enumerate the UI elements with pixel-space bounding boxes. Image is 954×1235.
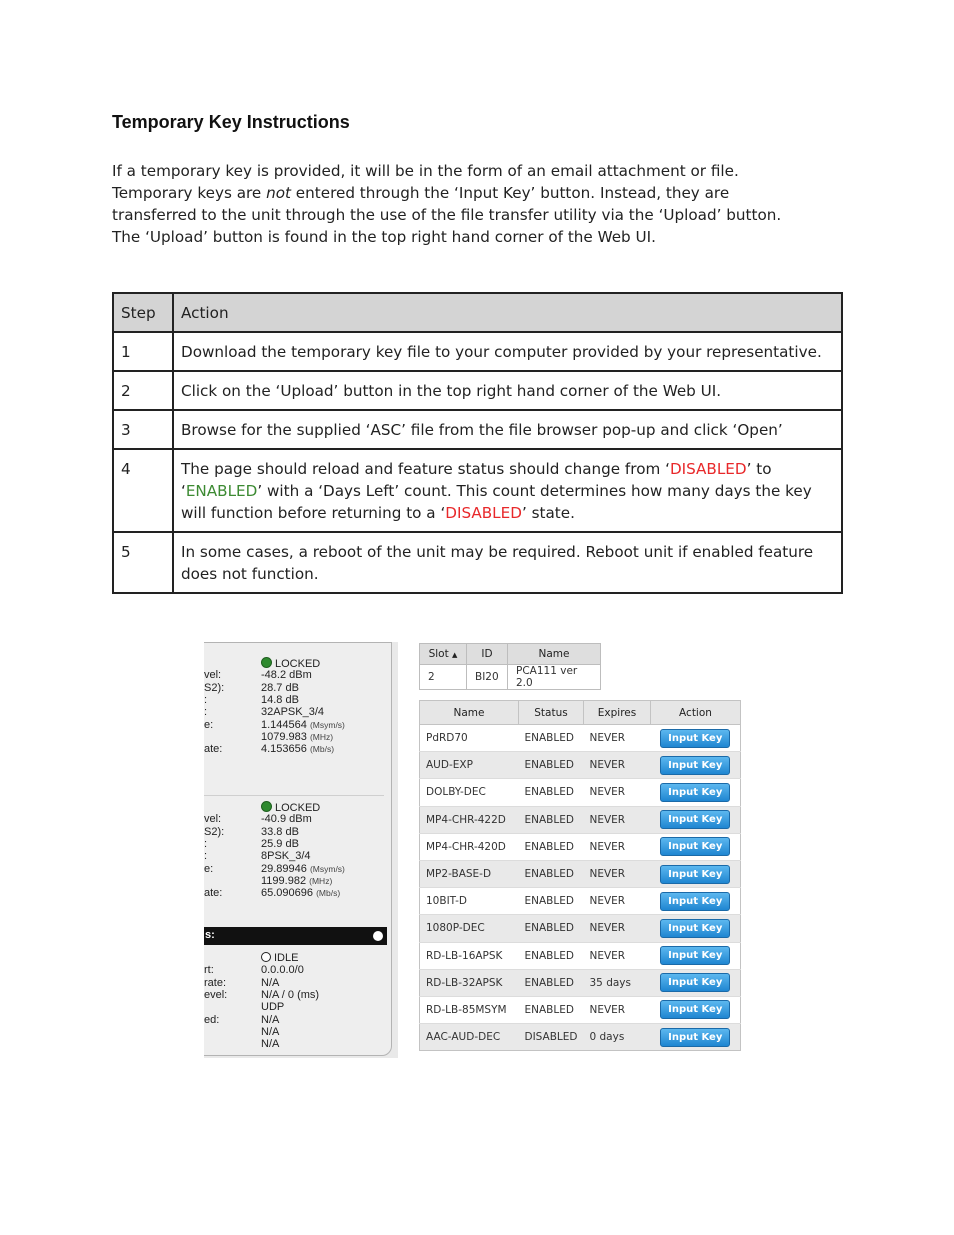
status-field-label: : <box>204 850 208 863</box>
feature-row <box>420 833 741 860</box>
feature-status: ENABLED <box>519 996 584 1023</box>
action-cell <box>651 915 741 942</box>
steps-header-row <box>113 293 842 332</box>
step-row <box>113 532 842 593</box>
feature-row <box>420 752 741 779</box>
slot-row[interactable] <box>420 665 601 690</box>
status-field-label: rt: <box>204 964 214 977</box>
action-text: ’ state. <box>521 504 575 522</box>
step-action: Click on the ‘Upload’ button in the top right hand corner of the Web UI. <box>173 371 842 410</box>
action-header: Action <box>173 293 842 332</box>
status-field-value <box>261 706 324 718</box>
input-key-button[interactable]: Input Key <box>660 919 730 938</box>
unit-text: (Msym/s) <box>309 719 345 730</box>
intro-text: entered through the ‘Input Key’ button. Instead, they are <box>290 184 730 202</box>
unit-text: (MHz) <box>309 875 333 886</box>
status-field-label: ed: <box>204 1013 220 1026</box>
feature-row <box>420 806 741 833</box>
input-key-button[interactable]: Input Key <box>660 892 730 911</box>
lock-status-text: LOCKED <box>275 802 321 814</box>
input-key-button[interactable]: Input Key <box>660 946 730 965</box>
feature-name: AUD-EXP <box>420 752 519 779</box>
input-key-button[interactable]: Input Key <box>660 756 730 775</box>
status-field-value <box>261 719 345 731</box>
intro-emphasis: not <box>266 184 291 202</box>
feature-expires: 0 days <box>584 1024 651 1051</box>
value-text: 1.144564 <box>261 718 307 731</box>
feature-row <box>420 1024 741 1051</box>
value-text: N/A <box>261 1013 280 1026</box>
feature-key-table <box>419 700 741 1051</box>
step-number: 3 <box>113 410 173 449</box>
status-field-label: e: <box>204 862 214 875</box>
status-field-label: S2): <box>204 825 225 838</box>
value-text: 25.9 dB <box>261 837 299 850</box>
feature-status: ENABLED <box>519 752 584 779</box>
slot-header-row <box>420 644 601 665</box>
status-field-value <box>261 1026 279 1038</box>
step-row <box>113 410 842 449</box>
action-cell <box>651 833 741 860</box>
slot-cell: 2 <box>420 665 467 690</box>
lock-status <box>261 657 320 670</box>
status-panel-screenshot <box>204 642 398 1058</box>
status-field-value <box>261 826 299 838</box>
status-field-value <box>261 863 345 875</box>
action-column-header: Action <box>651 701 741 725</box>
value-text: -40.9 dBm <box>261 813 312 826</box>
feature-expires: NEVER <box>584 860 651 887</box>
status-field-label: e: <box>204 718 214 731</box>
feature-status: ENABLED <box>519 969 584 996</box>
status-field-label: ate: <box>204 887 223 900</box>
key-table-body <box>420 725 741 1051</box>
feature-row <box>420 996 741 1023</box>
name-cell: PCA111 ver 2.0 <box>508 665 601 690</box>
feature-status: ENABLED <box>519 806 584 833</box>
feature-name: MP4-CHR-420D <box>420 833 519 860</box>
input-key-button[interactable]: Input Key <box>660 1028 730 1047</box>
feature-status: ENABLED <box>519 725 584 752</box>
status-field-value <box>261 838 299 850</box>
feature-name: 10BIT-D <box>420 888 519 915</box>
idle-led-icon <box>261 952 271 962</box>
step-action: In some cases, a reboot of the unit may be required. Reboot unit if enabled feature does not function. <box>173 532 842 593</box>
status-field-label: vel: <box>204 669 222 682</box>
feature-expires: NEVER <box>584 942 651 969</box>
feature-expires: NEVER <box>584 833 651 860</box>
status-field-label: evel: <box>204 988 228 1001</box>
value-text: N/A / 0 (ms) <box>261 988 320 1001</box>
intro-text: Temporary keys are <box>112 184 267 202</box>
feature-expires: 35 days <box>584 969 651 996</box>
step-row <box>113 449 842 532</box>
section-header-label: s: <box>205 929 215 941</box>
step-number: 1 <box>113 332 173 371</box>
disabled-status-text: DISABLED <box>445 504 522 522</box>
feature-name: DOLBY-DEC <box>420 779 519 806</box>
value-text: UDP <box>261 1001 285 1014</box>
feature-row <box>420 779 741 806</box>
feature-status: ENABLED <box>519 860 584 887</box>
value-text: 14.8 dB <box>261 693 299 706</box>
value-text: 32APSK_3/4 <box>261 706 324 719</box>
action-text: ’ to ‘ <box>181 460 772 500</box>
value-text: 4.153656 <box>261 743 307 756</box>
slot-header-label: Slot <box>428 648 449 660</box>
locked-led-icon <box>261 657 272 668</box>
feature-row <box>420 915 741 942</box>
input-key-button[interactable]: Input Key <box>660 865 730 884</box>
intro-paragraph <box>112 160 832 248</box>
action-cell <box>651 996 741 1023</box>
input-key-button[interactable]: Input Key <box>660 729 730 748</box>
lock-status <box>261 801 320 814</box>
name-column-header[interactable]: Name <box>508 644 601 665</box>
action-cell <box>651 942 741 969</box>
feature-expires: NEVER <box>584 915 651 942</box>
feature-row <box>420 969 741 996</box>
status-field-value <box>261 1001 284 1013</box>
step-row <box>113 371 842 410</box>
step-row <box>113 332 842 371</box>
feature-row <box>420 942 741 969</box>
action-cell <box>651 806 741 833</box>
step-action <box>173 449 842 532</box>
status-field-value <box>261 731 333 743</box>
feature-name: MP2-BASE-D <box>420 860 519 887</box>
id-column-header[interactable]: ID <box>467 644 508 665</box>
step-action: Download the temporary key file to your computer provided by your representative. <box>173 332 842 371</box>
status-field-label: ate: <box>204 743 223 756</box>
name-column-header: Name <box>420 701 519 725</box>
input-key-button[interactable]: Input Key <box>660 1000 730 1019</box>
feature-name: AAC-AUD-DEC <box>420 1024 519 1051</box>
disabled-status-text: DISABLED <box>669 460 747 478</box>
status-field-value <box>261 850 311 862</box>
value-text: 1199.982 <box>261 874 307 887</box>
slot-column-header[interactable] <box>420 644 467 665</box>
status-field-value <box>261 875 332 887</box>
value-text: 0.0.0.0/0 <box>261 964 304 977</box>
unit-text: (Msym/s) <box>309 863 345 874</box>
key-header-row <box>420 701 741 725</box>
page-title: Temporary Key Instructions <box>112 112 350 132</box>
status-field-label: rate: <box>204 976 227 989</box>
feature-status: ENABLED <box>519 779 584 806</box>
step-number: 2 <box>113 371 173 410</box>
feature-name: PdRD70 <box>420 725 519 752</box>
action-cell <box>651 779 741 806</box>
status-column-header: Status <box>519 701 584 725</box>
status-indicator-icon <box>373 931 383 941</box>
action-cell <box>651 969 741 996</box>
action-cell <box>651 888 741 915</box>
feature-expires: NEVER <box>584 779 651 806</box>
status-field-value <box>261 743 334 755</box>
feature-expires: NEVER <box>584 806 651 833</box>
status-field-value <box>261 989 319 1001</box>
slot-table <box>419 643 601 690</box>
status-field-label: vel: <box>204 813 222 826</box>
status-field-label: : <box>204 706 208 719</box>
value-text: 29.89946 <box>261 862 307 875</box>
unit-text: (Mb/s) <box>309 744 335 755</box>
feature-name: RD-LB-32APSK <box>420 969 519 996</box>
status-field-value <box>261 964 304 976</box>
feature-row <box>420 888 741 915</box>
feature-name: 1080P-DEC <box>420 915 519 942</box>
value-text: N/A <box>261 1025 280 1038</box>
action-cell <box>651 752 741 779</box>
step-action: Browse for the supplied ‘ASC’ file from the file browser pop-up and click ‘Open’ <box>173 410 842 449</box>
step-number: 4 <box>113 449 173 532</box>
feature-expires: NEVER <box>584 996 651 1023</box>
status-field-value <box>261 669 312 681</box>
feature-name: RD-LB-16APSK <box>420 942 519 969</box>
input-key-button[interactable]: Input Key <box>660 810 730 829</box>
action-cell <box>651 860 741 887</box>
feature-status: ENABLED <box>519 888 584 915</box>
lock-status-text: IDLE <box>274 952 299 964</box>
feature-expires: NEVER <box>584 888 651 915</box>
feature-name: RD-LB-85MSYM <box>420 996 519 1023</box>
status-field-value <box>261 694 299 706</box>
status-field-value <box>261 682 299 694</box>
feature-row <box>420 725 741 752</box>
feature-status: ENABLED <box>519 915 584 942</box>
id-cell: BI20 <box>467 665 508 690</box>
feature-expires: NEVER <box>584 725 651 752</box>
feature-status: ENABLED <box>519 833 584 860</box>
feature-status: ENABLED <box>519 942 584 969</box>
divider <box>204 795 384 796</box>
value-text: 1079.983 <box>261 730 307 743</box>
expires-column-header: Expires <box>584 701 651 725</box>
intro-line: If a temporary key is provided, it will be in the form of an email attachment or file. <box>112 162 739 180</box>
status-field-value <box>261 1038 279 1050</box>
feature-row <box>420 860 741 887</box>
input-key-button[interactable]: Input Key <box>660 973 730 992</box>
status-field-value <box>261 813 312 825</box>
sort-up-icon: ▲ <box>452 651 458 659</box>
value-text: 8PSK_3/4 <box>261 850 311 863</box>
status-field-value <box>261 977 279 989</box>
unit-text: (Mb/s) <box>316 888 341 899</box>
lock-status <box>261 952 298 964</box>
action-cell <box>651 1024 741 1051</box>
section-header-bar <box>204 927 387 945</box>
value-text: N/A <box>261 976 280 989</box>
status-field-label: : <box>204 693 208 706</box>
action-text: ’ with a ‘Days Left’ count. This count determines how many days the key will function before returning to a ‘ <box>181 482 812 522</box>
status-field-label: S2): <box>204 681 225 694</box>
value-text: N/A <box>261 1038 280 1051</box>
lock-status-text: LOCKED <box>275 658 321 670</box>
intro-line: The ‘Upload’ button is found in the top right hand corner of the Web UI. <box>112 228 656 246</box>
unit-text: (MHz) <box>309 731 334 742</box>
status-field-value <box>261 887 340 899</box>
enabled-status-text: ENABLED <box>185 482 258 500</box>
feature-status: DISABLED <box>519 1024 584 1051</box>
intro-line: transferred to the unit through the use of the file transfer utility via the ‘Upload’ button. <box>112 206 782 224</box>
step-number: 5 <box>113 532 173 593</box>
value-text: 65.090696 <box>261 887 313 900</box>
value-text: 28.7 dB <box>261 681 299 694</box>
action-cell <box>651 725 741 752</box>
value-text: 33.8 dB <box>261 825 299 838</box>
value-text: -48.2 dBm <box>261 669 312 682</box>
step-header: Step <box>113 293 173 332</box>
steps-table <box>112 292 843 594</box>
action-text: The page should reload and feature status should change from ‘ <box>181 460 670 478</box>
locked-led-icon <box>261 801 272 812</box>
feature-name: MP4-CHR-422D <box>420 806 519 833</box>
feature-expires: NEVER <box>584 752 651 779</box>
input-key-button[interactable]: Input Key <box>660 783 730 802</box>
intro-line <box>112 182 832 204</box>
input-key-button[interactable]: Input Key <box>660 837 730 856</box>
status-field-value <box>261 1014 279 1026</box>
status-field-label: : <box>204 837 208 850</box>
